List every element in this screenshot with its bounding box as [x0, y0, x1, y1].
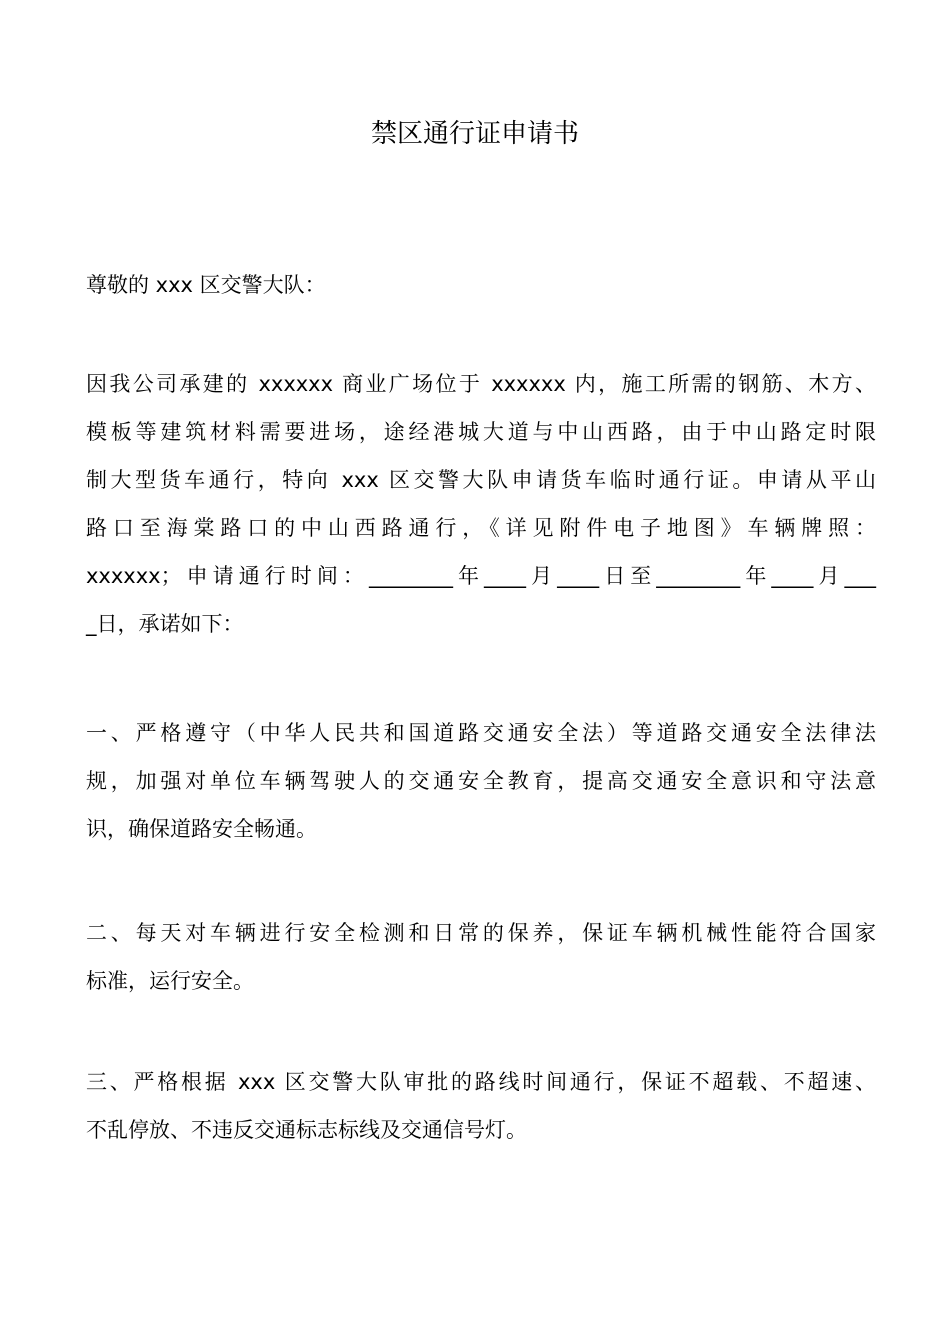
commitment-line: 识，确保道路安全畅通。 — [86, 817, 317, 841]
intro-line: 因我公司承建的 xxxxxx 商业广场位于 xxxxxx 内，施工所需的钢筋、木方、 — [86, 372, 876, 396]
commitment-line: 规，加强对单位车辆驾驶人的交通安全教育，提高交通安全意识和守法意 — [86, 769, 876, 793]
intro-line: 模板等建筑材料需要进场，途经港城大道与中山西路，由于中山路定时限 — [86, 420, 876, 444]
intro-line: _日，承诺如下： — [86, 612, 244, 636]
commitment-line: 三、严格根据 xxx 区交警大队审批的路线时间通行，保证不超载、不超速、 — [86, 1070, 876, 1094]
commitment-item-3 — [86, 1058, 876, 1154]
intro-line: 制大型货车通行，特向 xxx 区交警大队申请货车临时通行证。申请从平山 — [86, 468, 876, 492]
commitment-item-1 — [86, 709, 876, 853]
commitment-item-2 — [86, 909, 876, 1005]
commitment-line: 一、严格遵守（中华人民共和国道路交通安全法）等道路交通安全法律法 — [86, 721, 876, 745]
commitment-line: 标准，运行安全。 — [86, 969, 254, 993]
salutation: 尊敬的 xxx 区交警大队： — [86, 273, 326, 297]
intro-line: xxxxxx；申请通行时间：________年____月____日至________年____月___ — [86, 564, 876, 588]
intro-line: 路口至海棠路口的中山西路通行，《详见附件电子地图》车辆牌照： — [86, 516, 876, 540]
intro-paragraph — [86, 360, 876, 648]
document-title: 禁区通行证申请书 — [370, 119, 579, 149]
commitment-line: 二、每天对车辆进行安全检测和日常的保养，保证车辆机械性能符合国家 — [86, 921, 876, 945]
commitment-line: 不乱停放、不违反交通标志标线及交通信号灯。 — [86, 1118, 527, 1142]
